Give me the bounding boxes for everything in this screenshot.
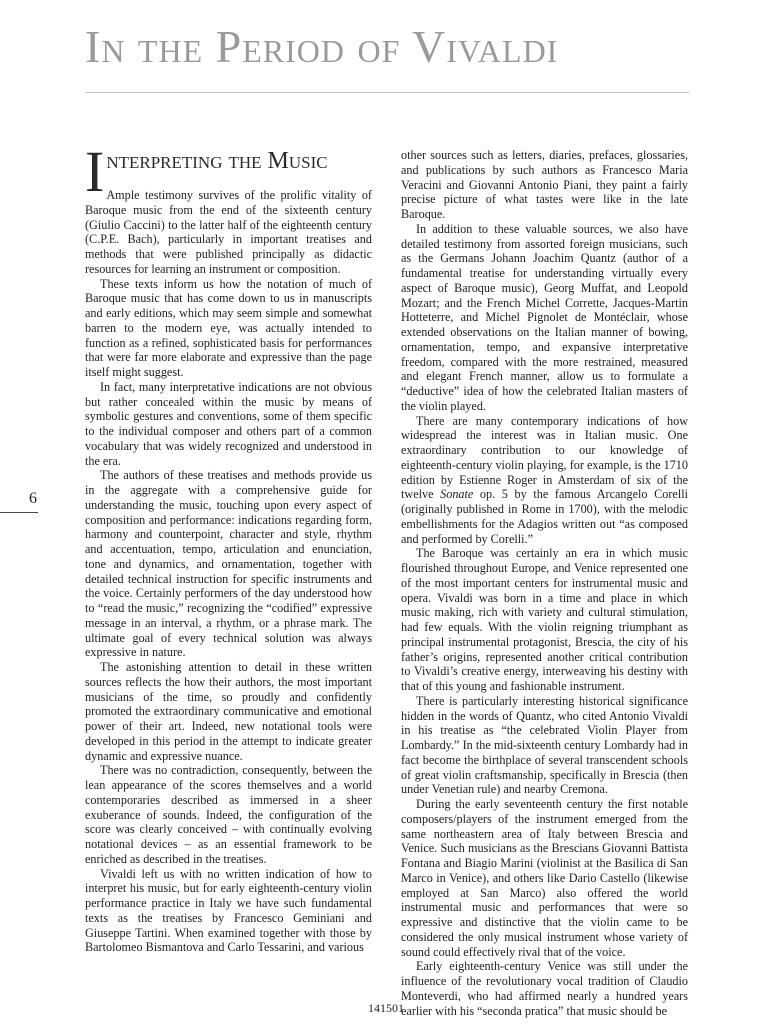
paragraph: Early eighteenth-century Venice was still under the influence of the revolutionary vocal tradition of Claudio Monteverdi, who had affirmed nearly a hundred years earlier with his “seconda pratica” that music should be (401, 959, 688, 1018)
section-heading-dropcap: I (85, 139, 105, 204)
paragraph: In addition to these valuable sources, we also have detailed testimony from assorted foreign musicians, such as the Germans Johann Joachim Quantz (author of a fundamental treatise for understanding virtually every aspect of Baroque music), Georg Muffat, and Leopold Mozart; and the French Michel Corrette, Jacques-Martin Hotteterre, and Michel Pignolet de Montéclair, whose extended observations on the Italian manner of bowing, ornamentation, tempo, and expansive interpretative freedom, compared with the more restrained, measured and elegant French manner, allow us to formulate a “deductive” idea of how the celebrated Italian masters of the violin played. (401, 221, 688, 413)
paragraph-text: op. 5 by the famous Arcangelo Corelli (originally published in Rome in 1700), with the melodic embellishments for the Adagios written out “as composed and performed by Corelli.” (401, 487, 688, 546)
paragraph: The authors of these treatises and methods provide us in the aggregate with a comprehensive guide for understanding the music, touching upon every aspect of composition and performance: indications regarding form, harmony and counterpoint, character and style, rhythm and accentuation, tempo, articulation and enunciation, tone and dynamics, and ornamentation, together with detailed technical instruction for specific instruments and the voice. Certainly performers of the day understood how to “read the music,” recognizing the “codified” expressive message in an interval, a rhythm, or a phrase mark. The ultimate goal of every technical solution was always expressive in nature. (85, 468, 372, 660)
paragraph: These texts inform us how the notation of much of Baroque music that has come down to us in manuscripts and early editions, which may seem simple and somewhat barren to the modern eye, was actually intended to function as a refined, sophisticated basis for performances that were far more elaborate and expressive than the page itself might suggest. (85, 276, 372, 379)
italic-title: Sonate (440, 487, 474, 502)
paragraph: There is particularly interesting historical significance hidden in the words of Quantz, who cited Antonio Vivaldi in his treatise as “the celebrated Violin Player from Lombardy.” In the mid-sixteenth century Lombardy had in fact become the birthplace of several transcendent schools of great violin craftsmanship, specifically in Brescia (then under Venetian rule) and nearby Cremona. (401, 693, 688, 797)
right-column (401, 148, 688, 1018)
paragraph: There was no contradiction, consequently, between the lean appearance of the scores themselves and a world contemporaries described as immersed in a sheer exuberance of sounds. Indeed, the configuration of the score was clearly conceived – with continually evolving notational devices – as an essential framework to be enriched as described in the treatises. (85, 763, 372, 866)
paragraph: The Baroque was certainly an era in which music flourished throughout Europe, and Venice represented one of the most important centers for instrumental music and opera. Vivaldi was born in a time and place in which music making, rich with variety and cultural stimulation, had few equals. With the violin reigning triumphant as principal instrumental protagonist, Brescia, the city of his father’s origins, represented another critical contribution to Vivaldi’s creative energy, interweaving his destiny with that of this young and fashionable instrument. (401, 546, 688, 693)
paragraph: Vivaldi left us with no written indication of how to interpret his music, but for early eighteenth-century violin performance practice in Italy we have such fundamental texts as the treatises by Francesco Geminiani and Giuseppe Tartini. When examined together with those by Bartolomeo Bismantova and Carlo Tessarini, and various (85, 866, 372, 955)
paragraph: other sources such as letters, diaries, prefaces, glossaries, and publications by such authors as Francesco Maria Veracini and Giovanni Antonio Piani, they paint a fairly precise picture of what tastes were like in the late Baroque. (401, 148, 688, 221)
page-number: 6 (29, 490, 37, 507)
paragraph: In fact, many interpretative indications are not obvious but rather concealed within the music by means of symbolic gestures and conventions, some of them specific to the individual composer and others part of a common vocabulary that was widely recognized and understood in the era. (85, 379, 372, 468)
catalog-number: 141501 (368, 1001, 404, 1015)
paragraph: During the early seventeenth century the first notable composers/players of the instrument emerged from the same northeastern area of Italy between Brescia and Venice. Such musicians as the Brescians Giovanni Battista Fontana and Biagio Marini (violinist at the Basilica di San Marco in Venice), and others like Dario Castello (likewise employed at San Marco) also offered the world instrumental music and performances that were so expressive and distinctive that the violin came to be considered the only musical instrument whose variety of sound could effectively rival that of the voice. (401, 797, 688, 959)
paragraph (401, 414, 688, 547)
section-heading-text: nterpreting the Music (106, 148, 328, 174)
left-column (85, 139, 372, 955)
page-number-rule (0, 512, 38, 513)
paragraph-text: There are many contemporary indications of how widespread the interest was in Italian music. One extraordinary contribution to our knowledge of eighteenth-century violin playing, for example, is the 1710 edition by Estienne Roger in Amsterdam of six of the twelve (401, 413, 688, 502)
running-title: In the Period of Vivaldi (85, 21, 559, 72)
paragraph: Ample testimony survives of the prolific vitality of Baroque music from the end of the sixteenth century (Giulio Caccini) to the latter half of the eighteenth century (C.P.E. Bach), particularly in important treatises and methods that were published principally as didactic resources for learning an instrument or composition. (85, 188, 372, 276)
paragraph: The astonishing attention to detail in these written sources reflects the how their authors, the most important musicians of the time, so proudly and confidently promoted the extraordinary communicative and emotional power of their art. Indeed, new notational tools were developed in this period in the attempt to indicate greater dynamic and expressive nuance. (85, 660, 372, 763)
header-rule (85, 92, 689, 93)
section-heading (85, 139, 372, 204)
